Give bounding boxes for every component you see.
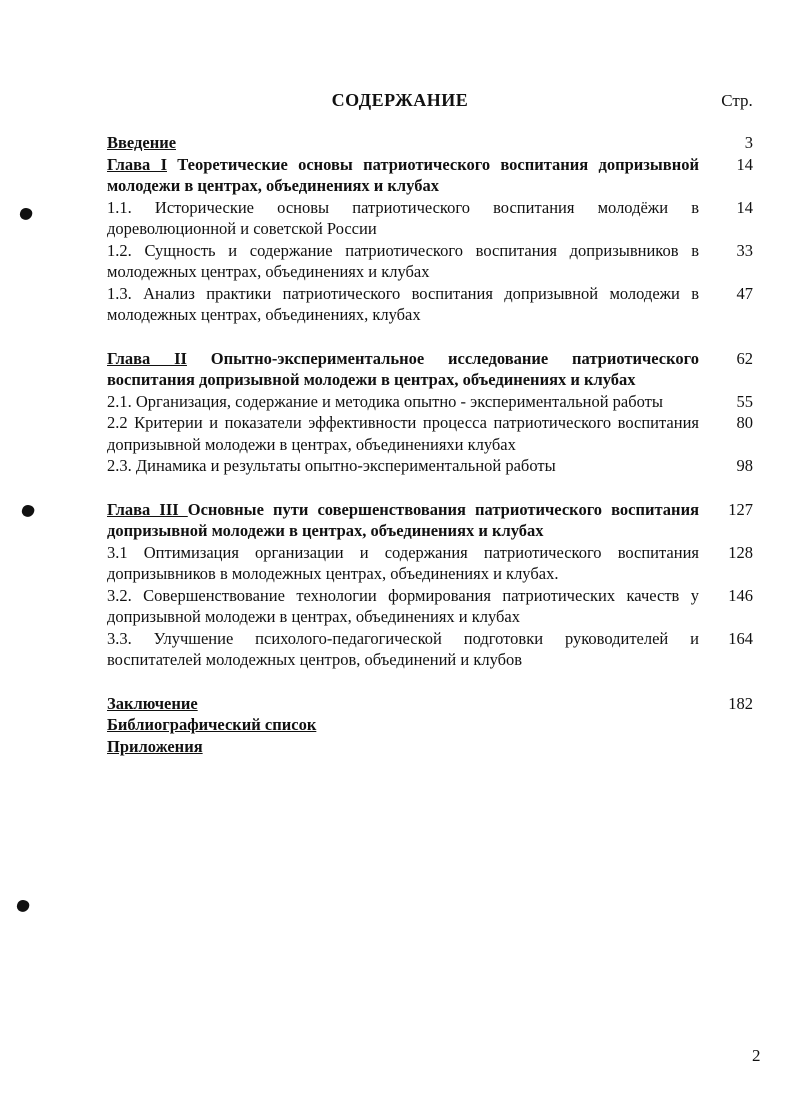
toc-entry-section-3-3 [107,628,757,671]
section-3-1-text: 3.1 Оптимизация организации и содержания патриотического воспитания допризывников в молодежных центрах, объединениях и клубах. [107,542,699,583]
toc-entry-intro [107,132,757,154]
bibliography-label: Библиографический список [107,715,317,734]
toc-entry-conclusion [107,693,757,715]
table-of-contents [107,132,757,757]
conclusion-page: 182 [728,693,753,713]
page-number: 2 [752,1046,761,1065]
section-3-3-text: 3.3. Улучшение психолого-педагогической подготовки руководителей и воспитателей молодежных центров, объединений и клубов [107,628,699,669]
toc-entry-section-1-2 [107,240,757,283]
toc-entry-section-3-1 [107,542,757,585]
toc-entry-section-2-2 [107,412,757,455]
section-3-1-page: 128 [728,542,753,562]
punch-hole-mark [18,206,33,221]
toc-entry-chapter-3 [107,499,757,542]
toc-entry-bibliography [107,714,757,736]
section-2-3-page: 98 [736,456,753,475]
chapter-1-title: Теоретические основы патриотического воспитания допризывной молодежи в центрах, объединениях и клубах [107,154,699,195]
intro-page: 3 [744,133,753,152]
toc-entry-section-3-2 [107,585,757,628]
chapter-1-page: 14 [736,154,753,174]
chapter-2-page: 62 [736,348,753,368]
chapter-3-title: Основные пути совершенствования патриотического воспитания допризывной молодежи в центрах, объединениях и клубах [107,499,699,540]
page-column-label: Стр. [721,91,753,110]
section-3-2-text: 3.2. Совершенствование технологии формирования патриотических качеств у допризывной молодежи в центрах, объединениях и клубах [107,585,699,626]
toc-entry-section-2-3 [107,455,757,477]
appendix-label: Приложения [107,736,203,756]
section-2-1-page: 55 [736,391,753,411]
section-3-2-page: 146 [728,585,753,605]
toc-entry-appendix [107,736,757,758]
chapter-2-title: Опытно-экспериментальное исследование патриотического воспитания допризывной молодежи в центрах, объединениях и клубах [107,348,699,389]
section-2-2-text: 2.2 Критерии и показатели эффективности процесса патриотического воспитания допризывной молодежи в центрах, объединенияхи клубах [107,413,699,454]
section-1-1-page: 14 [736,197,753,217]
chapter-3-heading: Глава III [107,499,188,519]
section-1-2-text: 1.2. Сущность и содержание патриотического воспитания допризывников в молодежных центрах, объединениях и клубах [107,240,699,281]
chapter-3-page: 127 [728,499,753,519]
section-1-3-page: 47 [736,283,753,303]
chapter-1-heading: Глава I [107,154,167,174]
section-3-3-page: 164 [728,628,753,648]
punch-hole-mark [20,503,35,518]
toc-entry-section-2-1 [107,391,757,413]
chapter-2-heading: Глава II [107,348,187,368]
toc-entry-chapter-1 [107,154,757,197]
toc-entry-section-1-3 [107,283,757,326]
toc-title: СОДЕРЖАНИЕ [331,90,469,110]
section-1-2-page: 33 [736,240,753,260]
section-1-3-text: 1.3. Анализ практики патриотического воспитания допризывной молодежи в молодежных центрах, объединениях, клубах [107,283,699,324]
punch-hole-mark [15,898,30,913]
toc-entry-chapter-2 [107,348,757,391]
section-1-1-text: 1.1. Исторические основы патриотического воспитания молодёжи в дореволюционной и советской России [107,197,699,238]
section-2-2-page: 80 [736,413,753,432]
conclusion-label: Заключение [107,693,198,713]
section-2-1-text: 2.1. Организация, содержание и методика опытно - экспериментальной работы [107,391,663,411]
toc-entry-section-1-1 [107,197,757,240]
intro-label: Введение [107,133,177,152]
section-2-3-text: 2.3. Динамика и результаты опытно-экспериментальной работы [107,456,556,475]
